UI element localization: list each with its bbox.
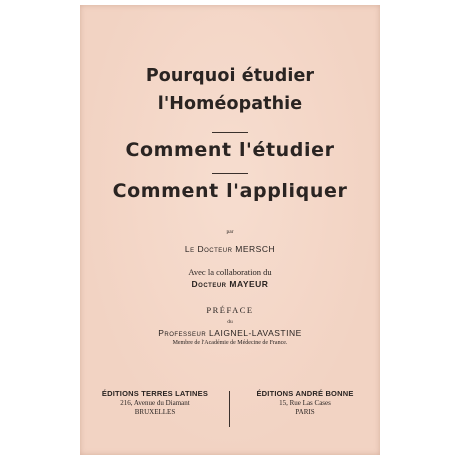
title-line-3: Comment l'étudier [125, 139, 335, 161]
title-line-1: Pourquoi étudier [145, 66, 315, 86]
title-divider-2 [212, 173, 248, 174]
preface-author-role: Membre de l'Académie de Médecine de France. [172, 340, 288, 346]
publisher-left-address: 216, Avenue du Diamant [120, 399, 190, 407]
preface-du: du [227, 319, 233, 325]
preface-author: Professeur LAIGNEL-LAVASTINE [158, 328, 302, 338]
title-divider-1 [212, 132, 248, 133]
title-line-4: Comment l'appliquer [112, 180, 348, 202]
author: Le Docteur MERSCH [184, 244, 276, 254]
publisher-left-name: ÉDITIONS TERRES LATINES [101, 389, 209, 398]
par-label: par [226, 229, 234, 235]
preface-label: PRÉFACE [206, 305, 254, 315]
book-cover [80, 5, 380, 455]
title-line-2: l'Homéopathie [157, 94, 303, 114]
publisher-right-name: ÉDITIONS ANDRÉ BONNE [256, 389, 354, 398]
publisher-right [230, 389, 380, 417]
collaboration-intro: Avec la collaboration du [188, 267, 272, 277]
publisher-right-city: PARIS [295, 408, 315, 416]
publisher-left [80, 389, 230, 417]
publishers [80, 389, 380, 435]
collaborator: Docteur MAYEUR [191, 279, 269, 289]
publisher-right-address: 15, Rue Las Cases [279, 399, 331, 407]
publisher-left-city: BRUXELLES [134, 408, 176, 416]
